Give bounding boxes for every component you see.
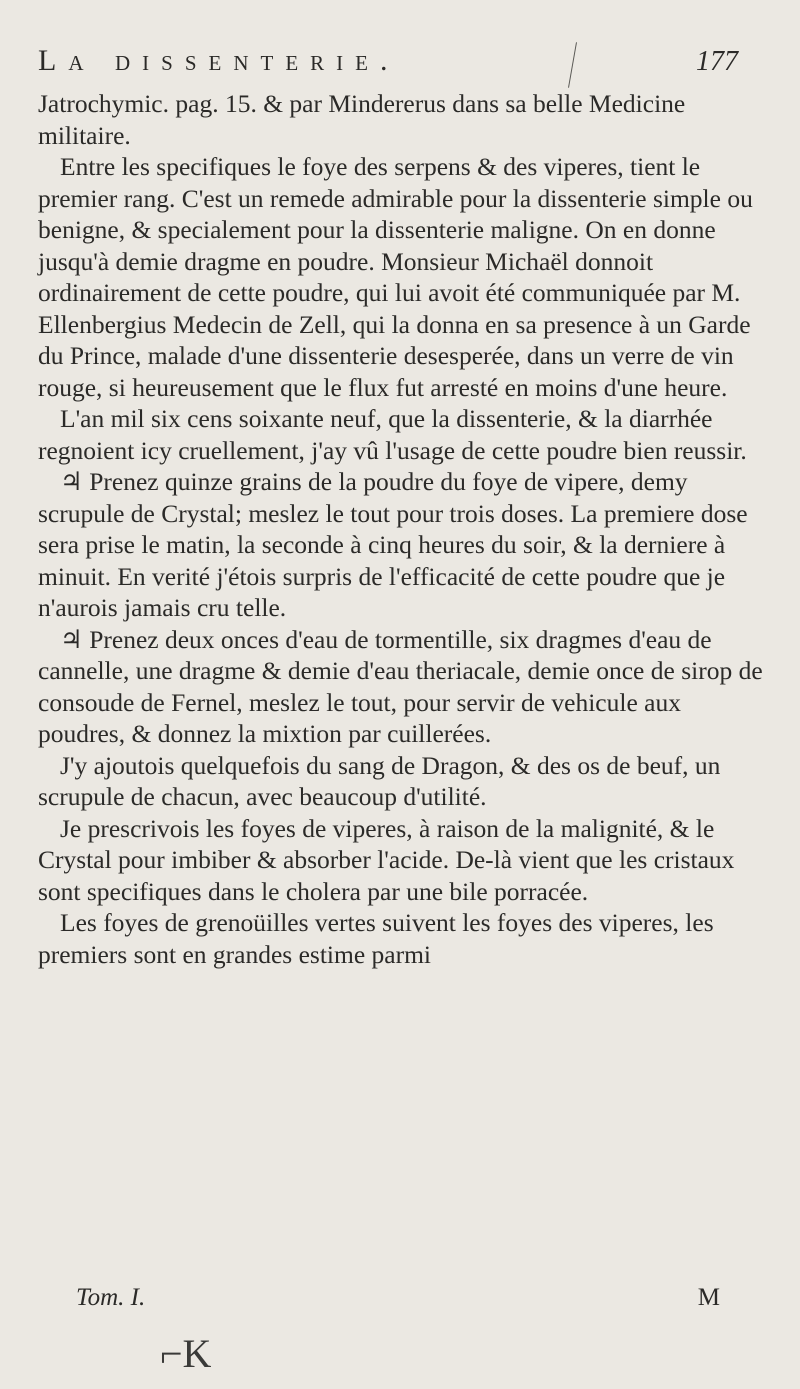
running-title: La dissenterie. (38, 44, 400, 77)
paragraph-grenouilles: Les foyes de grenoüilles vertes suivent les foyes des viperes, les premiers sont en grandes estime parmi (38, 908, 714, 969)
page-header (38, 44, 768, 94)
paragraph-continuation: Jatrochymic. pag. 15. & par Mindererus dans sa belle Medicine militaire. (38, 89, 686, 150)
signature-line (38, 1284, 768, 1316)
paragraph-recipe-two: ♃ Prenez deux onces d'eau de tormentille, six dragmes d'eau de cannelle, une dragme & demie d'eau theriacale, demie once de sirop de consoude de Fernel, meslez le tout, pour servir de vehicule aux poudres, & donnez la mixtion par cuillerées. (38, 624, 763, 748)
marginal-mark: ⌐K (160, 1331, 212, 1376)
paragraph-specifiques: Entre les specifiques le foye des serpens & des viperes, tient le premier rang. C'est un remede admirable pour la dissenterie simple ou benigne, & specialement pour la dissenterie maligne. On en donne jusqu'à demie dragme en poudre. Monsieur Michaël donnoit ordinairement de cette poudre, qui lui avoit été communiquée par M. Ellenbergius Medecin de Zell, qui la donna en sa presence à un Garde du Prince, malade d'une dissenterie desesperée, dans un verre de vin rouge, si heureusement que le flux fut arresté en moins d'une heure. (38, 152, 753, 402)
page-number: 177 (696, 46, 738, 77)
tome-label: Tom. I. (76, 1284, 146, 1311)
paragraph-sang-de-dragon: J'y ajoutois quelquefois du sang de Dragon, & des os de beuf, un scrupule de chacun, avec beaucoup d'utilité. (38, 750, 721, 811)
paragraph-mil-six-cens: L'an mil six cens soixante neuf, que la dissenterie, & la diarrhée regnoient icy cruellement, j'ay vû l'usage de cette poudre bien reussir. (38, 404, 747, 465)
signature-mark: M (697, 1284, 720, 1311)
paragraph-recipe-one: ♃ Prenez quinze grains de la poudre du foye de vipere, demy scrupule de Crystal; meslez le tout pour trois doses. La premiere dose sera prise le matin, la seconde à cinq heures du soir, & la derniere à minuit. En verité j'étois surpris de l'efficacité de cette poudre que je n'aurois jamais cru telle. (38, 467, 748, 622)
paragraph-foyes-viperes: Je prescrivois les foyes de viperes, à raison de la malignité, & le Crystal pour imbiber & absorber l'acide. De-là vient que les cristaux sont specifiques dans le cholera par une bile porracée. (38, 813, 735, 906)
page-body (38, 88, 768, 970)
